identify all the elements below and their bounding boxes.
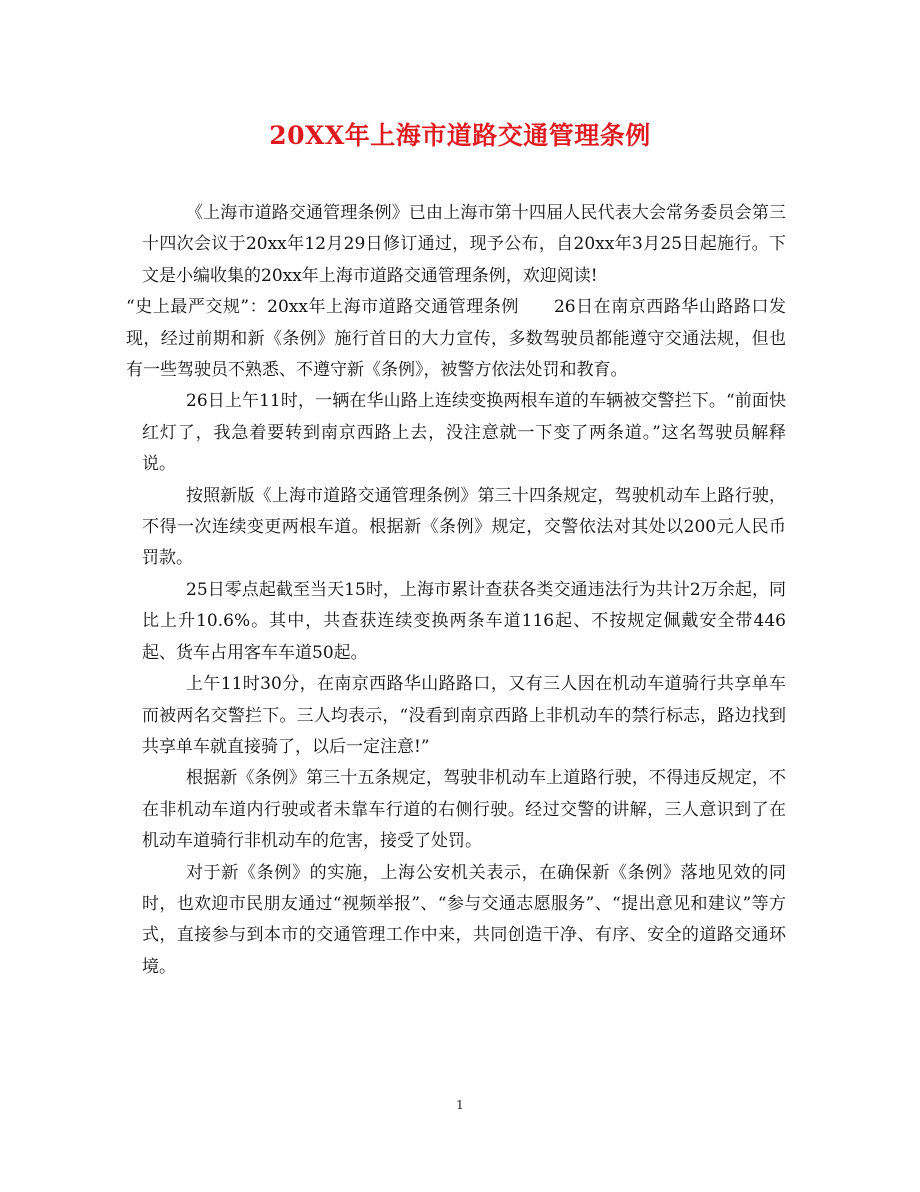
paragraph-strictest-rules: “史上最严交规”：20xx年上海市道路交通管理条例 26日在南京西路华山路路口发现，经过前期和新《条例》施行首日的大力宣传，多数驾驶员都能遵守交通法规，但也有一些驾驶员不熟悉、不遵守新《条例》，被警方依法处罚和教育。 — [126, 297, 786, 381]
paragraph-shared-bike-case: 上午11时30分，在南京西路华山路路口，又有三人因在机动车道骑行共享单车而被两名交警拦下。三人均表示，“没看到南京西路上非机动车的禁行标志，路边找到共享单车就直接骑了，以后一定注意!” — [142, 674, 786, 757]
paragraph-intro: 《上海市道路交通管理条例》已由上海市第十四届人民代表大会常务委员会第三十四次会议于20xx年12月29日修订通过，现予公布，自20xx年3月25日起施行。下文是小编收集的20xx年上海市道路交通管理条例，欢迎阅读! — [142, 203, 786, 286]
paragraph-article-35: 根据新《条例》第三十五条规定，驾驶非机动车上道路行驶，不得违反规定，不在非机动车道内行驶或者未靠车行道的右侧行驶。经过交警的讲解，三人意识到了在机动车道骑行非机动车的危害，接受了处罚。 — [142, 768, 786, 852]
page-number: 1 — [456, 1098, 464, 1112]
document-body — [126, 198, 786, 983]
paragraph-violation-statistics: 25日零点起截至当天15时，上海市累计查获各类交通违法行为共计2万余起，同比上升10.6%。其中，共查获连续变换两条车道116起、不按规定佩戴安全带446起、货车占用客车车道50起。 — [142, 579, 786, 663]
paragraph-article-34: 按照新版《上海市道路交通管理条例》第三十四条规定，驾驶机动车上路行驶，不得一次连续变更两根车道。根据新《条例》规定，交警依法对其处以200元人民币罚款。 — [142, 485, 786, 569]
paragraph-lane-change-case: 26日上午11时，一辆在华山路上连续变换两根车道的车辆被交警拦下。“前面快红灯了，我急着要转到南京西路上去，没注意就一下变了两条道。”这名驾驶员解释说。 — [142, 391, 786, 475]
document-title: 20XX年上海市道路交通管理条例 — [269, 121, 651, 150]
paragraph-public-participation: 对于新《条例》的实施，上海公安机关表示，在确保新《条例》落地见效的同时，也欢迎市民朋友通过“视频举报”、“参与交通志愿服务”、“提出意见和建议”等方式，直接参与到本市的交通管理工作中来，共同创造干净、有序、安全的道路交通环境。 — [142, 862, 786, 977]
